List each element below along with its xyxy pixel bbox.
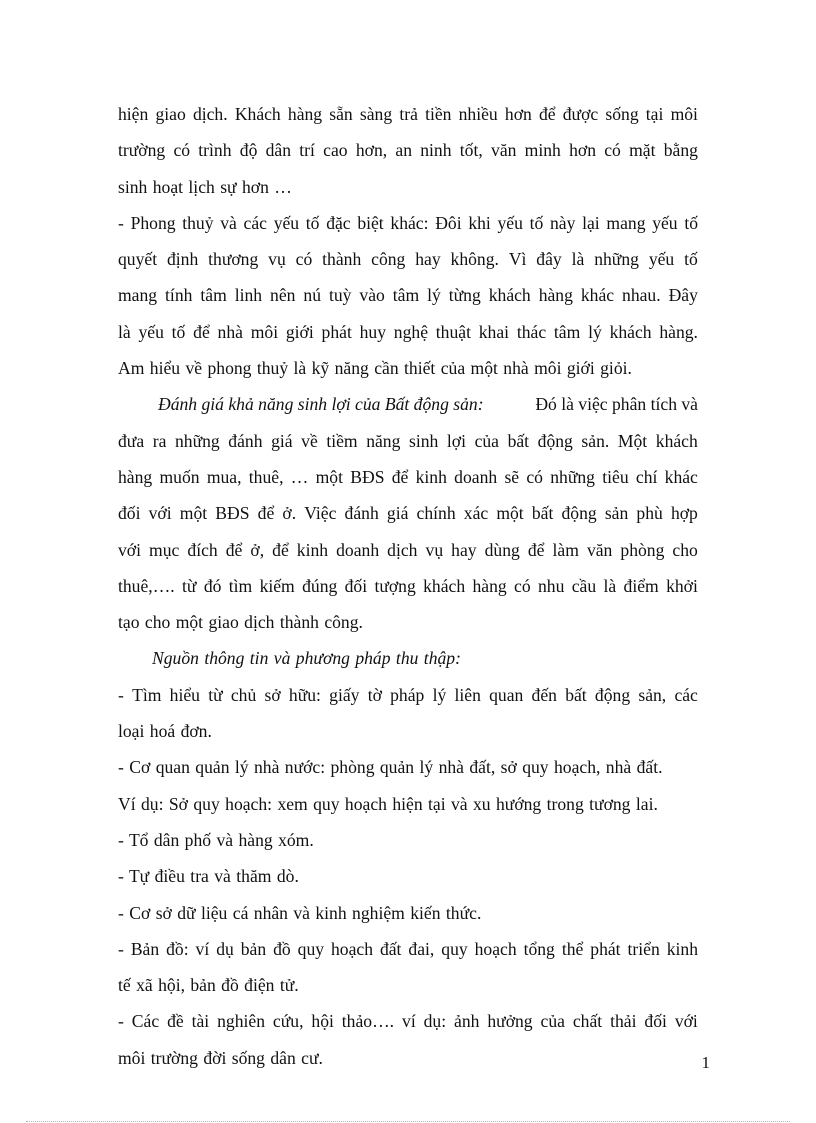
word: này bbox=[550, 212, 576, 233]
word: có bbox=[514, 575, 531, 596]
word: chí bbox=[635, 466, 658, 487]
word: đồ bbox=[273, 938, 291, 959]
paragraph-line bbox=[118, 132, 698, 168]
word: vụ bbox=[425, 539, 444, 560]
list-item-line: tế xã hội, bản đồ điện tử. bbox=[118, 975, 299, 996]
word: hàng bbox=[287, 104, 323, 124]
word: khác bbox=[580, 285, 615, 306]
word: lý bbox=[588, 321, 602, 342]
word: đồ: bbox=[166, 938, 189, 959]
paragraph-line bbox=[118, 568, 698, 604]
word: nhu bbox=[537, 575, 565, 596]
word: yếu bbox=[648, 249, 675, 270]
word: vụ bbox=[268, 249, 286, 270]
paragraph-line: Am hiểu về phong thuỷ là kỹ năng cần thiết của một nhà môi giới giỏi. bbox=[118, 358, 632, 379]
word: sẽ bbox=[504, 466, 520, 487]
word: những bbox=[550, 466, 595, 487]
list-item-line: - Cơ quan quản lý nhà nước: phòng quản lý nhà đất, sở quy hoạch, nhà đất. bbox=[118, 757, 663, 778]
list-item-line: - Cơ sở dữ liệu cá nhân và kinh nghiệm kiến thức. bbox=[118, 902, 482, 923]
word: sinh bbox=[408, 430, 439, 451]
word: Tìm bbox=[132, 684, 162, 705]
word: hàng. bbox=[659, 321, 698, 342]
word: một bbox=[315, 466, 343, 487]
word: những bbox=[594, 249, 639, 270]
word: hay bbox=[451, 539, 477, 560]
word: lý bbox=[432, 684, 447, 705]
word: đích bbox=[187, 539, 218, 560]
word: mục bbox=[149, 539, 180, 560]
word: kinh bbox=[666, 938, 698, 959]
word: chủ bbox=[230, 684, 257, 705]
paragraph-line bbox=[118, 495, 698, 531]
word: đai, bbox=[408, 938, 435, 959]
list-item-line: - Tổ dân phố và hàng xóm. bbox=[118, 829, 314, 850]
word: Việc bbox=[304, 503, 337, 524]
word: những bbox=[174, 430, 220, 451]
word: mang bbox=[606, 212, 646, 233]
word: hay bbox=[415, 249, 441, 270]
valuation-heading: Đánh giá khả năng sinh lợi của Bất động sản: bbox=[158, 394, 484, 415]
word: quyết bbox=[118, 249, 158, 270]
word: được bbox=[562, 104, 599, 124]
word: sở bbox=[264, 684, 281, 705]
word: công bbox=[371, 249, 406, 270]
word: bất bbox=[531, 503, 554, 524]
paragraph-line: tạo cho một giao dịch thành công. bbox=[118, 612, 363, 633]
word: để bbox=[391, 466, 409, 487]
word: khai bbox=[478, 321, 510, 342]
word: đối bbox=[644, 1011, 667, 1032]
word: hơn, bbox=[355, 140, 388, 161]
word: văn bbox=[491, 140, 517, 161]
word: phát bbox=[321, 321, 352, 342]
word: định bbox=[166, 249, 199, 270]
word: hữu: bbox=[288, 684, 321, 705]
word: hoạch bbox=[330, 938, 373, 959]
word: Vì bbox=[508, 249, 527, 270]
list-item-line: Ví dụ: Sở quy hoạch: xem quy hoạch hiện tại và xu hướng trong tương lai. bbox=[118, 793, 658, 814]
word: phòng bbox=[620, 539, 665, 560]
word: văn bbox=[586, 539, 613, 560]
word: BĐS bbox=[350, 466, 385, 487]
word: dụ bbox=[216, 938, 234, 959]
word: giá bbox=[271, 430, 293, 451]
word: tiềm bbox=[326, 430, 358, 451]
word: năng bbox=[366, 430, 401, 451]
word: biệt bbox=[357, 212, 384, 233]
word: làm bbox=[552, 539, 579, 560]
word: huy bbox=[359, 321, 387, 342]
word: đặc bbox=[326, 212, 351, 233]
word: các bbox=[243, 212, 267, 233]
paragraph-line bbox=[118, 532, 698, 568]
word: điểm bbox=[623, 575, 659, 596]
word: một bbox=[179, 503, 208, 524]
word: thuỷ bbox=[182, 212, 214, 233]
word: trình bbox=[198, 140, 232, 161]
list-item-line bbox=[118, 931, 698, 967]
word: … bbox=[290, 466, 309, 487]
word: ví bbox=[402, 1011, 416, 1032]
word: có bbox=[173, 140, 191, 161]
word: giao bbox=[155, 104, 186, 124]
word: sẵn bbox=[329, 104, 353, 124]
word: tâm bbox=[200, 285, 227, 306]
word: - bbox=[118, 684, 124, 705]
word: hiểu bbox=[169, 684, 200, 705]
valuation-first-line-text: Đó là việc phân tích và bbox=[535, 394, 698, 415]
word: - bbox=[118, 938, 124, 959]
word: khách bbox=[488, 285, 531, 306]
word: trường bbox=[118, 140, 166, 161]
paragraph-line bbox=[118, 205, 698, 241]
word: có bbox=[295, 249, 313, 270]
word: mua, bbox=[206, 466, 242, 487]
word: dịch bbox=[387, 539, 418, 560]
word: đề bbox=[167, 1011, 184, 1032]
word: khi bbox=[468, 212, 491, 233]
word: sàng bbox=[359, 104, 393, 124]
word: tâm bbox=[553, 321, 581, 342]
word: tuỳ bbox=[328, 285, 352, 306]
word: để bbox=[193, 321, 210, 342]
word: đánh bbox=[344, 503, 379, 524]
word: tố bbox=[305, 212, 320, 233]
word: thuê,…. bbox=[118, 575, 175, 596]
word: ra bbox=[152, 430, 167, 451]
word: khác bbox=[664, 466, 698, 487]
page-bottom-divider bbox=[26, 1121, 790, 1122]
word: giấy bbox=[329, 684, 360, 705]
word: yếu bbox=[138, 321, 164, 342]
word: sản bbox=[604, 503, 629, 524]
word: động bbox=[561, 503, 597, 524]
word: - bbox=[118, 212, 124, 233]
word: hưởng bbox=[487, 1011, 533, 1032]
word: tài bbox=[191, 1011, 210, 1032]
word: yếu bbox=[273, 212, 300, 233]
word: tổng bbox=[523, 938, 555, 959]
word: từng bbox=[448, 285, 481, 306]
word: để bbox=[527, 539, 545, 560]
word: chính bbox=[416, 503, 456, 524]
word: cầu bbox=[571, 575, 597, 596]
word: dụ: bbox=[423, 1011, 447, 1032]
word: mặt bbox=[629, 140, 656, 161]
word: đến bbox=[531, 684, 557, 705]
word: bất bbox=[507, 430, 530, 451]
list-item-line: môi trường đời sống dân cư. bbox=[118, 1047, 323, 1068]
word: Bản bbox=[130, 938, 160, 959]
word: đối bbox=[118, 503, 141, 524]
word: của bbox=[474, 430, 499, 451]
word: là bbox=[603, 575, 617, 596]
word: tốt, bbox=[459, 140, 483, 161]
word: về bbox=[301, 430, 318, 451]
word: đánh bbox=[228, 430, 263, 451]
word: có bbox=[526, 466, 543, 487]
word: tố bbox=[171, 321, 186, 342]
word: đó bbox=[203, 575, 222, 596]
word: từ bbox=[208, 684, 223, 705]
word: tiền bbox=[425, 104, 452, 124]
word: ở, bbox=[250, 539, 265, 560]
paragraph-line bbox=[118, 459, 698, 495]
word: yếu bbox=[497, 212, 523, 233]
word: thác bbox=[516, 321, 547, 342]
word: trí bbox=[299, 140, 315, 161]
word: từ bbox=[182, 575, 197, 596]
word: doanh bbox=[454, 466, 498, 487]
word: tâm bbox=[392, 285, 420, 306]
word: tờ bbox=[367, 684, 382, 705]
word: doanh bbox=[336, 539, 380, 560]
word: cứu, bbox=[272, 1011, 304, 1032]
word: lý bbox=[427, 285, 441, 306]
word: hàng bbox=[538, 285, 573, 306]
word: các bbox=[674, 684, 698, 705]
word: triển bbox=[627, 938, 660, 959]
word: sản. bbox=[581, 430, 610, 451]
word: muốn bbox=[159, 466, 200, 487]
word: tố bbox=[684, 249, 698, 270]
word: thể bbox=[561, 938, 584, 959]
word: bất bbox=[565, 684, 587, 705]
paragraph-line: sinh hoạt lịch sự hơn … bbox=[118, 176, 292, 197]
word: động bbox=[537, 430, 573, 451]
word: để bbox=[538, 104, 556, 124]
word: cho bbox=[672, 539, 698, 560]
word: nghệ bbox=[393, 321, 428, 342]
valuation-first-line bbox=[118, 386, 698, 422]
word: đúng bbox=[302, 575, 338, 596]
word: thương bbox=[208, 249, 259, 270]
sources-heading: Nguồn thông tin và phương pháp thu thập: bbox=[152, 648, 461, 669]
word: pháp bbox=[390, 684, 425, 705]
word: nghiên bbox=[217, 1011, 265, 1032]
word: một bbox=[496, 503, 524, 524]
word: tính bbox=[165, 285, 193, 306]
word: dùng bbox=[484, 539, 520, 560]
word: Đây bbox=[668, 285, 698, 306]
word: là bbox=[118, 321, 131, 342]
word: - bbox=[118, 1011, 124, 1032]
word: Một bbox=[617, 430, 648, 451]
word: có bbox=[604, 140, 621, 161]
word: và bbox=[220, 212, 237, 233]
word: lại bbox=[582, 212, 600, 233]
list-item-line bbox=[118, 1003, 698, 1039]
word: ở. bbox=[282, 503, 297, 524]
word: đất bbox=[379, 938, 402, 959]
word: BĐS bbox=[215, 503, 250, 524]
word: hoạch bbox=[474, 938, 517, 959]
word: đây bbox=[536, 249, 562, 270]
word: đưa bbox=[118, 430, 145, 451]
word: chất bbox=[572, 1011, 603, 1032]
word: phù bbox=[636, 503, 663, 524]
word: thành bbox=[322, 249, 362, 270]
paragraph-line bbox=[118, 423, 698, 459]
word: nú bbox=[303, 285, 321, 306]
word: giới bbox=[285, 321, 314, 342]
word: dân bbox=[265, 140, 292, 161]
word: tìm bbox=[228, 575, 253, 596]
word: để bbox=[272, 539, 289, 560]
word: ví bbox=[195, 938, 210, 959]
word: yếu bbox=[652, 212, 678, 233]
word: quan bbox=[489, 684, 524, 705]
word: động bbox=[594, 684, 631, 705]
word: minh bbox=[524, 140, 561, 161]
word: phát bbox=[590, 938, 621, 959]
paragraph-line bbox=[118, 96, 698, 132]
word: giá bbox=[386, 503, 409, 524]
word: với bbox=[674, 1011, 698, 1032]
paragraph-line bbox=[118, 277, 698, 313]
word: thuê, bbox=[248, 466, 284, 487]
paragraph-line bbox=[118, 314, 698, 350]
word: độ bbox=[239, 140, 258, 161]
word: không. bbox=[450, 249, 499, 270]
word: của bbox=[540, 1011, 565, 1032]
word: Phong bbox=[130, 212, 176, 233]
word: để bbox=[257, 503, 275, 524]
word: bằng bbox=[663, 140, 698, 161]
word: hội bbox=[311, 1011, 334, 1032]
word: xác bbox=[463, 503, 489, 524]
word: khách bbox=[609, 321, 652, 342]
word: để bbox=[225, 539, 243, 560]
word: hợp bbox=[670, 503, 698, 524]
word: dịch. bbox=[192, 104, 228, 124]
word: Các bbox=[131, 1011, 160, 1032]
word: là bbox=[571, 249, 585, 270]
word: khởi bbox=[666, 575, 698, 596]
word: khách bbox=[423, 575, 466, 596]
paragraph-line bbox=[118, 241, 698, 277]
word: khác: bbox=[390, 212, 429, 233]
word: kinh bbox=[415, 466, 447, 487]
word: quy bbox=[297, 938, 325, 959]
word: vào bbox=[359, 285, 385, 306]
word: trả bbox=[399, 104, 418, 124]
list-item-line bbox=[118, 677, 698, 713]
word: nhau. bbox=[622, 285, 661, 306]
word: bản bbox=[240, 938, 267, 959]
word: tiêu bbox=[602, 466, 629, 487]
word: với bbox=[148, 503, 172, 524]
word: lợi bbox=[446, 430, 466, 451]
word: thải bbox=[610, 1011, 637, 1032]
word: với bbox=[118, 539, 141, 560]
word: nhà bbox=[217, 321, 243, 342]
word: kinh bbox=[296, 539, 329, 560]
word: kiếm bbox=[259, 575, 295, 596]
word: tại bbox=[645, 104, 664, 124]
word: quy bbox=[441, 938, 468, 959]
word: môi bbox=[250, 321, 279, 342]
word: cao bbox=[323, 140, 348, 161]
document-body bbox=[118, 96, 698, 1076]
word: hơn bbox=[569, 140, 596, 161]
word: sản, bbox=[638, 684, 667, 705]
word: sống bbox=[605, 104, 639, 124]
word: an bbox=[395, 140, 412, 161]
list-item-line: - Tự điều tra và thăm dò. bbox=[118, 866, 299, 887]
word: nên bbox=[270, 285, 296, 306]
list-item-line: loại hoá đơn. bbox=[118, 721, 212, 742]
word: nhiều bbox=[458, 104, 498, 124]
word: hàng bbox=[118, 466, 153, 487]
word: Khách bbox=[234, 104, 281, 124]
word: tượng bbox=[374, 575, 416, 596]
word: hàng bbox=[472, 575, 507, 596]
page-number: 1 bbox=[701, 1053, 710, 1072]
word: hiện bbox=[118, 104, 149, 124]
word: tố bbox=[529, 212, 544, 233]
word: thuật bbox=[435, 321, 471, 342]
word: liên bbox=[454, 684, 481, 705]
word: khách bbox=[655, 430, 698, 451]
word: linh bbox=[234, 285, 263, 306]
word: tố bbox=[684, 212, 698, 233]
word: mang bbox=[118, 285, 158, 306]
word: môi bbox=[670, 104, 698, 124]
word: Đôi bbox=[435, 212, 462, 233]
word: đối bbox=[344, 575, 368, 596]
word: ninh bbox=[420, 140, 452, 161]
word: thảo…. bbox=[341, 1011, 395, 1032]
word: ảnh bbox=[454, 1011, 480, 1032]
word: hơn bbox=[504, 104, 532, 124]
